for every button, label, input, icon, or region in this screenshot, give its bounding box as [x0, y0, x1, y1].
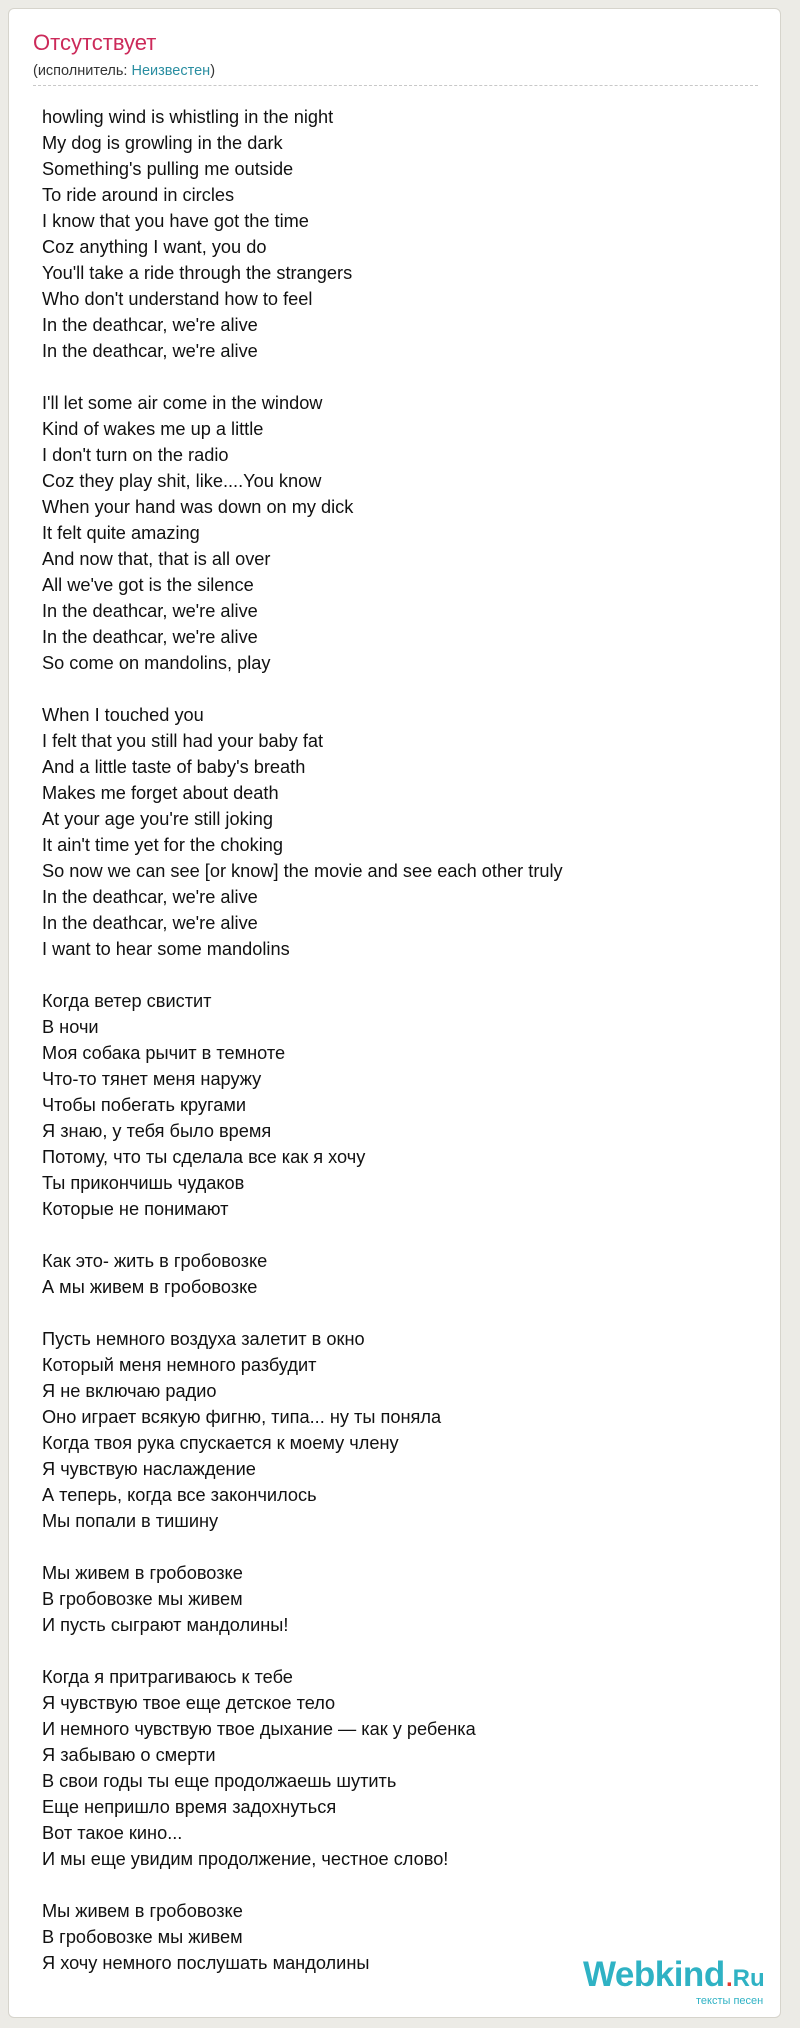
lyric-line: [42, 364, 762, 390]
lyric-line: It felt quite amazing: [42, 523, 200, 543]
lyric-line: My dog is growling in the dark: [42, 133, 283, 153]
lyric-line: Я чувствую твое еще детское тело: [42, 1693, 336, 1713]
lyric-line: И мы еще увидим продолжение, честное слово!: [42, 1849, 449, 1869]
lyric-line: В свои годы ты еще продолжаешь шутить: [42, 1771, 397, 1791]
lyric-line: And a little taste of baby's breath: [42, 757, 306, 777]
artist-suffix: ): [210, 63, 216, 79]
lyric-line: Something's pulling me outside: [42, 159, 294, 179]
artist-link[interactable]: Неизвестен: [131, 63, 211, 79]
lyric-line: Который меня немного разбудит: [42, 1355, 317, 1375]
lyric-line: Когда я притрагиваюсь к тебе: [42, 1667, 293, 1687]
lyric-line: And now that, that is all over: [42, 549, 271, 569]
lyric-line: И пусть сыграют мандолины!: [42, 1615, 289, 1635]
lyric-line: Моя собака рычит в темноте: [42, 1043, 286, 1063]
lyric-line: Что-то тянет меня наружу: [42, 1069, 262, 1089]
lyric-line: Coz they play shit, like....You know: [42, 471, 322, 491]
lyric-line: I know that you have got the time: [42, 211, 309, 231]
lyric-line: [42, 1872, 762, 1898]
lyric-line: [42, 676, 762, 702]
lyric-line: Когда ветер свистит: [42, 991, 212, 1011]
lyric-line: In the deathcar, we're alive: [42, 627, 258, 647]
lyric-line: В ночи: [42, 1017, 99, 1037]
logo-tagline: тексты песен: [696, 1995, 764, 2007]
lyric-line: И немного чувствую твое дыхание — как у ребенка: [42, 1719, 476, 1739]
lyric-line: Еще непришло время задохнуться: [42, 1797, 337, 1817]
lyric-line: Когда твоя рука спускается к моему члену: [42, 1433, 399, 1453]
song-title: Отсутствует: [33, 30, 157, 55]
lyric-line: Мы живем в гробовозке: [42, 1901, 243, 1921]
lyric-line: I want to hear some mandolins: [42, 939, 290, 959]
lyric-line: Я хочу немного послушать мандолины: [42, 1953, 370, 1973]
lyric-line: В гробовозке мы живем: [42, 1589, 243, 1609]
lyric-line: Kind of wakes me up a little: [42, 419, 264, 439]
lyric-line: In the deathcar, we're alive: [42, 601, 258, 621]
lyric-line: Которые не понимают: [42, 1199, 229, 1219]
lyric-line: In the deathcar, we're alive: [42, 913, 258, 933]
site-logo[interactable]: [583, 1955, 773, 2005]
lyric-line: Who don't understand how to feel: [42, 289, 313, 309]
lyric-line: In the deathcar, we're alive: [42, 315, 258, 335]
lyric-line: Coz anything I want, you do: [42, 237, 267, 257]
lyric-line: Я забываю о смерти: [42, 1745, 216, 1765]
lyric-line: Я не включаю радио: [42, 1381, 217, 1401]
lyric-line: I'll let some air come in the window: [42, 393, 323, 413]
lyric-line: Пусть немного воздуха залетит в окно: [42, 1329, 365, 1349]
lyric-line: When your hand was down on my dick: [42, 497, 354, 517]
lyric-line: To ride around in circles: [42, 185, 235, 205]
lyric-line: Потому, что ты сделала все как я хочу: [42, 1147, 366, 1167]
lyric-line: It ain't time yet for the choking: [42, 835, 284, 855]
title-divider: [33, 85, 758, 86]
lyric-line: Я чувствую наслаждение: [42, 1459, 256, 1479]
lyric-line: All we've got is the silence: [42, 575, 254, 595]
logo-name: Webkind: [583, 1955, 725, 1994]
lyric-line: You'll take a ride through the strangers: [42, 263, 353, 283]
lyric-line: [42, 1534, 762, 1560]
logo-domain: [726, 1965, 765, 1993]
lyric-line: [42, 1222, 762, 1248]
lyric-line: When I touched you: [42, 705, 204, 725]
lyric-line: So come on mandolins, play: [42, 653, 271, 673]
lyric-line: Я знаю, у тебя было время: [42, 1121, 272, 1141]
lyric-line: Makes me forget about death: [42, 783, 279, 803]
lyric-line: А мы живем в гробовозке: [42, 1277, 258, 1297]
lyric-line: howling wind is whistling in the night: [42, 107, 334, 127]
lyric-line: Мы живем в гробовозке: [42, 1563, 243, 1583]
lyric-line: [42, 962, 762, 988]
lyric-line: Мы попали в тишину: [42, 1511, 219, 1531]
lyric-line: In the deathcar, we're alive: [42, 341, 258, 361]
lyrics-text: [42, 104, 762, 1976]
lyric-line: In the deathcar, we're alive: [42, 887, 258, 907]
lyric-line: I don't turn on the radio: [42, 445, 229, 465]
lyric-line: Чтобы побегать кругами: [42, 1095, 246, 1115]
lyric-line: Вот такое кино...: [42, 1823, 183, 1843]
lyric-line: Как это- жить в гробовозке: [42, 1251, 268, 1271]
lyric-line: I felt that you still had your baby fat: [42, 731, 324, 751]
artist-prefix: (исполнитель:: [33, 63, 132, 79]
lyric-line: [42, 1638, 762, 1664]
lyric-line: В гробовозке мы живем: [42, 1927, 243, 1947]
artist-line: [33, 63, 215, 79]
logo-tld: Ru: [732, 1965, 765, 1992]
lyric-line: [42, 1300, 762, 1326]
lyric-line: А теперь, когда все закончилось: [42, 1485, 317, 1505]
lyric-line: So now we can see [or know] the movie and see each other truly: [42, 861, 563, 881]
logo-dot: .: [726, 1965, 733, 1992]
lyric-line: At your age you're still joking: [42, 809, 273, 829]
lyric-line: Ты прикончишь чудаков: [42, 1173, 245, 1193]
lyric-line: Оно играет всякую фигню, типа... ну ты поняла: [42, 1407, 442, 1427]
